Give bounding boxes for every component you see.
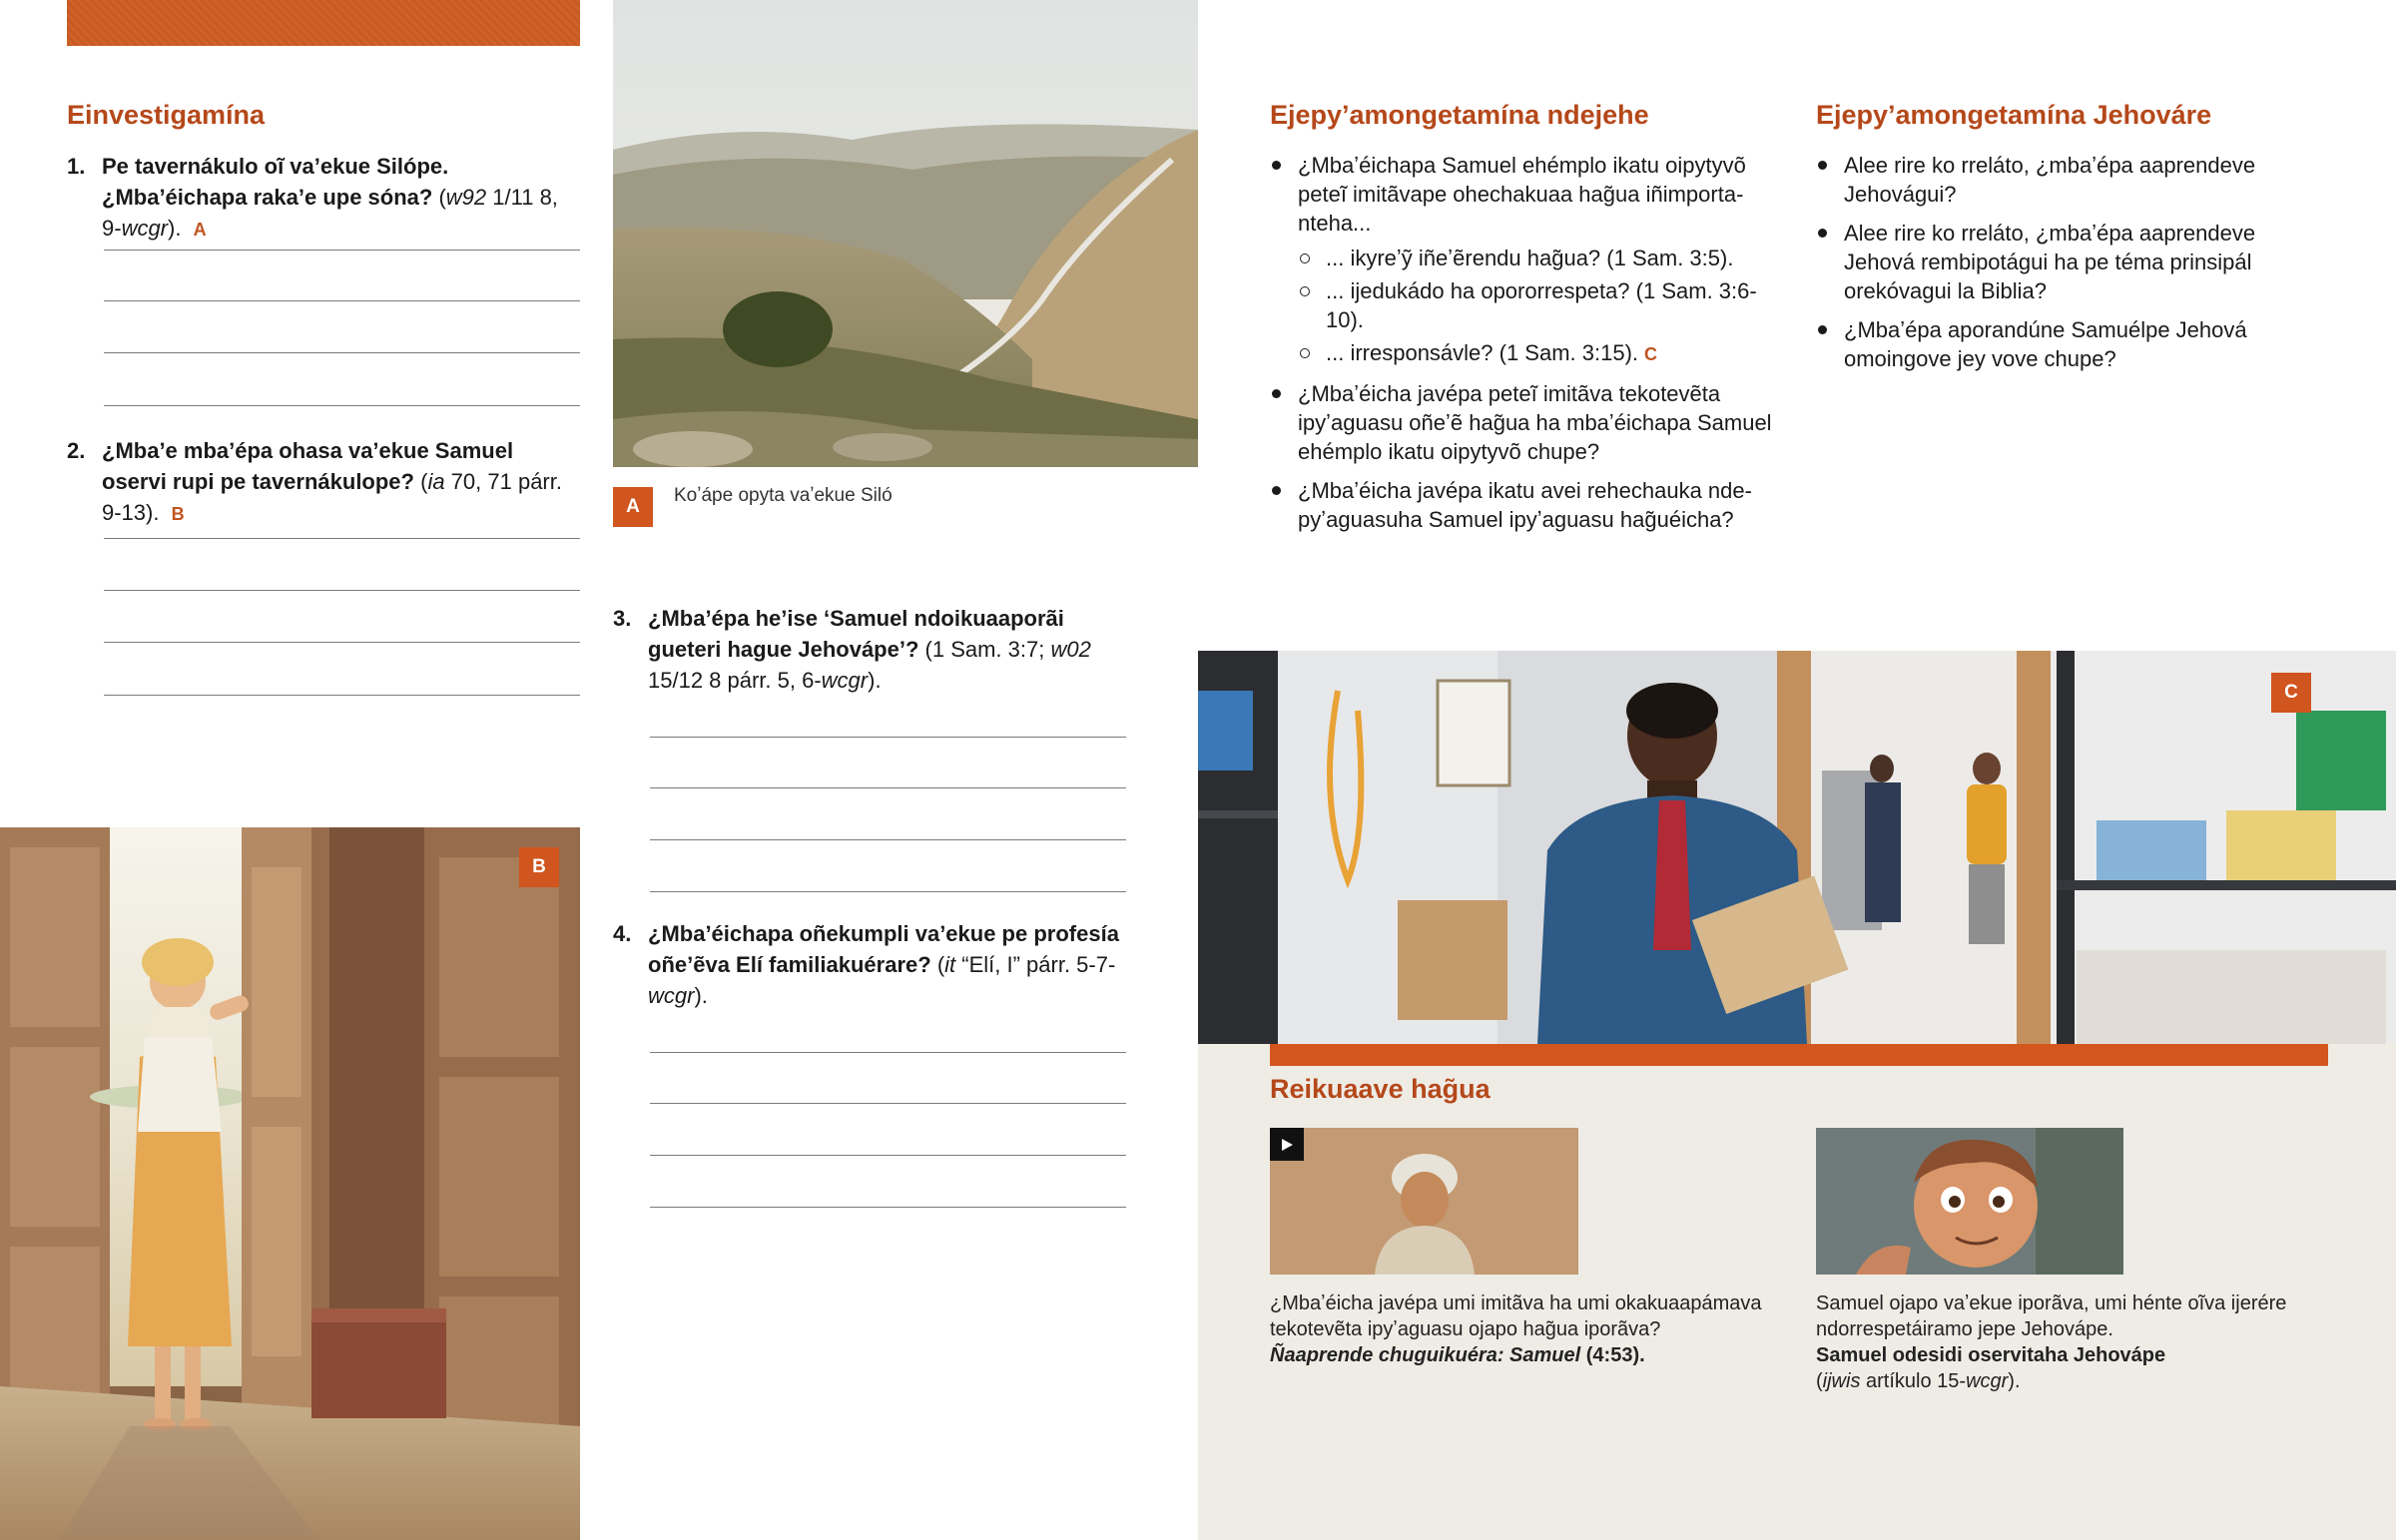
image-ref-c: C xyxy=(1644,344,1658,364)
question-1-number: 1. xyxy=(67,154,86,179)
answer-line[interactable] xyxy=(650,787,1126,788)
play-triangle-icon xyxy=(1280,1138,1294,1152)
orange-divider-bar xyxy=(1270,1044,2328,1066)
image-ref-b: B xyxy=(171,504,185,524)
question-1-text: Pe tavernákulo oĩ vaʼekue Silópe. ¿Mbaʼéichapa rakaʼe upe sóna? xyxy=(102,154,449,210)
top-orange-banner xyxy=(67,0,580,46)
shiloh-landscape-photo xyxy=(613,0,1198,467)
article-thumbnail[interactable] xyxy=(1816,1128,2123,1275)
photo-caption-a: Koʼápe opyta vaʼekue Siló xyxy=(674,485,893,506)
list-item: ¿Mbaʼéicha javépa ikatu avei rehechauka ndepyʼaguasuha Samuel ipyʼaguasu hag̃uéicha? xyxy=(1270,476,1779,534)
answer-line[interactable] xyxy=(104,352,580,353)
answer-line[interactable] xyxy=(650,1155,1126,1156)
article-card-text: Samuel ojapo vaʼekue iporãva, umi hénte oĩva ijerére ndorrespetáiramo jepe Jehovápe. Samuel odesidi oservitaha Jehovápe (ijwis artíkulo 15-wcgr). xyxy=(1816,1292,2287,1392)
sub-list-item: ... irresponsávle? (1 Sam. 3:15). C xyxy=(1298,338,1779,369)
answer-line[interactable] xyxy=(104,250,580,251)
learn-more-heading: Reikuaave hag̃ua xyxy=(1270,1074,1491,1104)
sub-list-item: ... ijedukádo ha opororrespeta? (1 Sam. 3:6-10). xyxy=(1298,276,1779,334)
answer-line[interactable] xyxy=(104,300,580,301)
image-ref-a: A xyxy=(193,220,207,240)
answer-line[interactable] xyxy=(650,1052,1126,1053)
answer-line[interactable] xyxy=(104,538,580,539)
sub-list-item: ... ikyreʼỹ iñeʼẽrendu hag̃ua? (1 Sam. 3:5). xyxy=(1298,244,1779,272)
image-badge-a: A xyxy=(613,487,653,527)
question-2-number: 2. xyxy=(67,438,86,463)
list-item: ¿Mbaʼépa aporandúne Samuélpe Jehová omoingove jey vove chupe? xyxy=(1816,315,2295,373)
investigate-heading: Einvestigamína xyxy=(67,100,266,130)
question-2-text: ¿Mbaʼe mbaʼépa ohasa vaʼekue Samuel oservi rupi pe tavernákulope? xyxy=(102,438,514,494)
list-item: Alee rire ko rreláto, ¿mbaʼépa aaprendeve Jehová rembipotágui ha pe téma prinsipál orekóvagui la Biblia? xyxy=(1816,219,2295,305)
video-title[interactable]: Ñaaprende chuguikuéra: Samuel xyxy=(1270,1344,1581,1366)
answer-line[interactable] xyxy=(650,891,1126,892)
answer-line[interactable] xyxy=(104,405,580,406)
question-4-text: ¿Mbaʼéichapa oñekumpli vaʼekue pe profesía oñeʼẽva Elí familiakuérare? xyxy=(648,921,1119,977)
list-item: Alee rire ko rreláto, ¿mbaʼépa aaprendeve Jehovágui? xyxy=(1816,151,2295,209)
list-item: ¿Mbaʼéicha javépa peteĩ imitãva tekotevẽta ipyʼaguasu oñeʼẽ hag̃ua ha mbaʼéichapa Samuel ehémplo ikatu oipytyvõ chupe? xyxy=(1270,379,1779,466)
question-1: 1. Pe tavernákulo oĩ vaʼekue Silópe. ¿Mbaʼéichapa rakaʼe upe sóna? (w92 1/11 8, 9-wcgr). A xyxy=(67,151,581,246)
young-man-clipboard-photo xyxy=(1198,651,2396,1044)
answer-line[interactable] xyxy=(650,737,1126,738)
question-3: 3. ¿Mbaʼépa heʼise ‘Samuel ndoikuaaporãi gueteri hague Jehovápe’? (1 Sam. 3:7; w02 15/12 8 párr. 5, 6-wcgr). xyxy=(613,603,1127,696)
image-badge-c: C xyxy=(2271,673,2311,713)
answer-line[interactable] xyxy=(650,839,1126,840)
reflect-yourself-list xyxy=(1270,151,1779,544)
answer-line[interactable] xyxy=(104,590,580,591)
video-card-text: ¿Mbaʼéicha javépa umi imitãva ha umi okakuaapámava tekotevẽta ipyʼaguasu ojapo hag̃ua iporãva? Ñaaprende chuguikuéra: Samuel (4:53). xyxy=(1270,1292,1762,1366)
question-3-text: ¿Mbaʼépa heʼise ‘Samuel ndoikuaaporãi gueteri hague Jehovápe’? xyxy=(648,606,1064,662)
list-item: ¿Mbaʼéichapa Samuel ehémplo ikatu oipytyvõ peteĩ imitãvape ohechakuaa hag̃ua iñimportanteha... ... ikyreʼỹ iñeʼẽrendu hag̃ua? (1 Sam. 3:5). ... ijedukádo ha opororrespeta? (1 Sam. 3:6-10). ... irresponsávle? (1 Sam. 3:15). C xyxy=(1270,151,1779,369)
question-4: 4. ¿Mbaʼéichapa oñekumpli vaʼekue pe profesía oñeʼẽva Elí familiakuérare? (it “Elí, I” párr. 5-7-wcgr). xyxy=(613,918,1127,1011)
reflect-jehovah-list xyxy=(1816,151,2295,383)
answer-line[interactable] xyxy=(104,642,580,643)
article-title[interactable]: Samuel odesidi oservitaha Jehovápe xyxy=(1816,1344,2166,1366)
question-3-number: 3. xyxy=(613,606,632,631)
answer-line[interactable] xyxy=(104,695,580,696)
answer-line[interactable] xyxy=(650,1103,1126,1104)
image-badge-b: B xyxy=(519,847,559,887)
reflect-on-jehovah-heading: Ejepyʼamongetamína Jehováre xyxy=(1816,100,2212,130)
video-thumbnail[interactable] xyxy=(1270,1128,1578,1275)
question-2: 2. ¿Mbaʼe mbaʼépa ohasa vaʼekue Samuel oservi rupi pe tavernákulope? (ia 70, 71 párr. 9-13). B xyxy=(67,435,581,530)
reflect-on-yourself-heading: Ejepyʼamongetamína ndejehe xyxy=(1270,100,1649,130)
answer-line[interactable] xyxy=(650,1207,1126,1208)
question-4-number: 4. xyxy=(613,921,632,946)
play-icon[interactable] xyxy=(1270,1128,1304,1161)
boy-samuel-door-illustration xyxy=(0,827,580,1540)
